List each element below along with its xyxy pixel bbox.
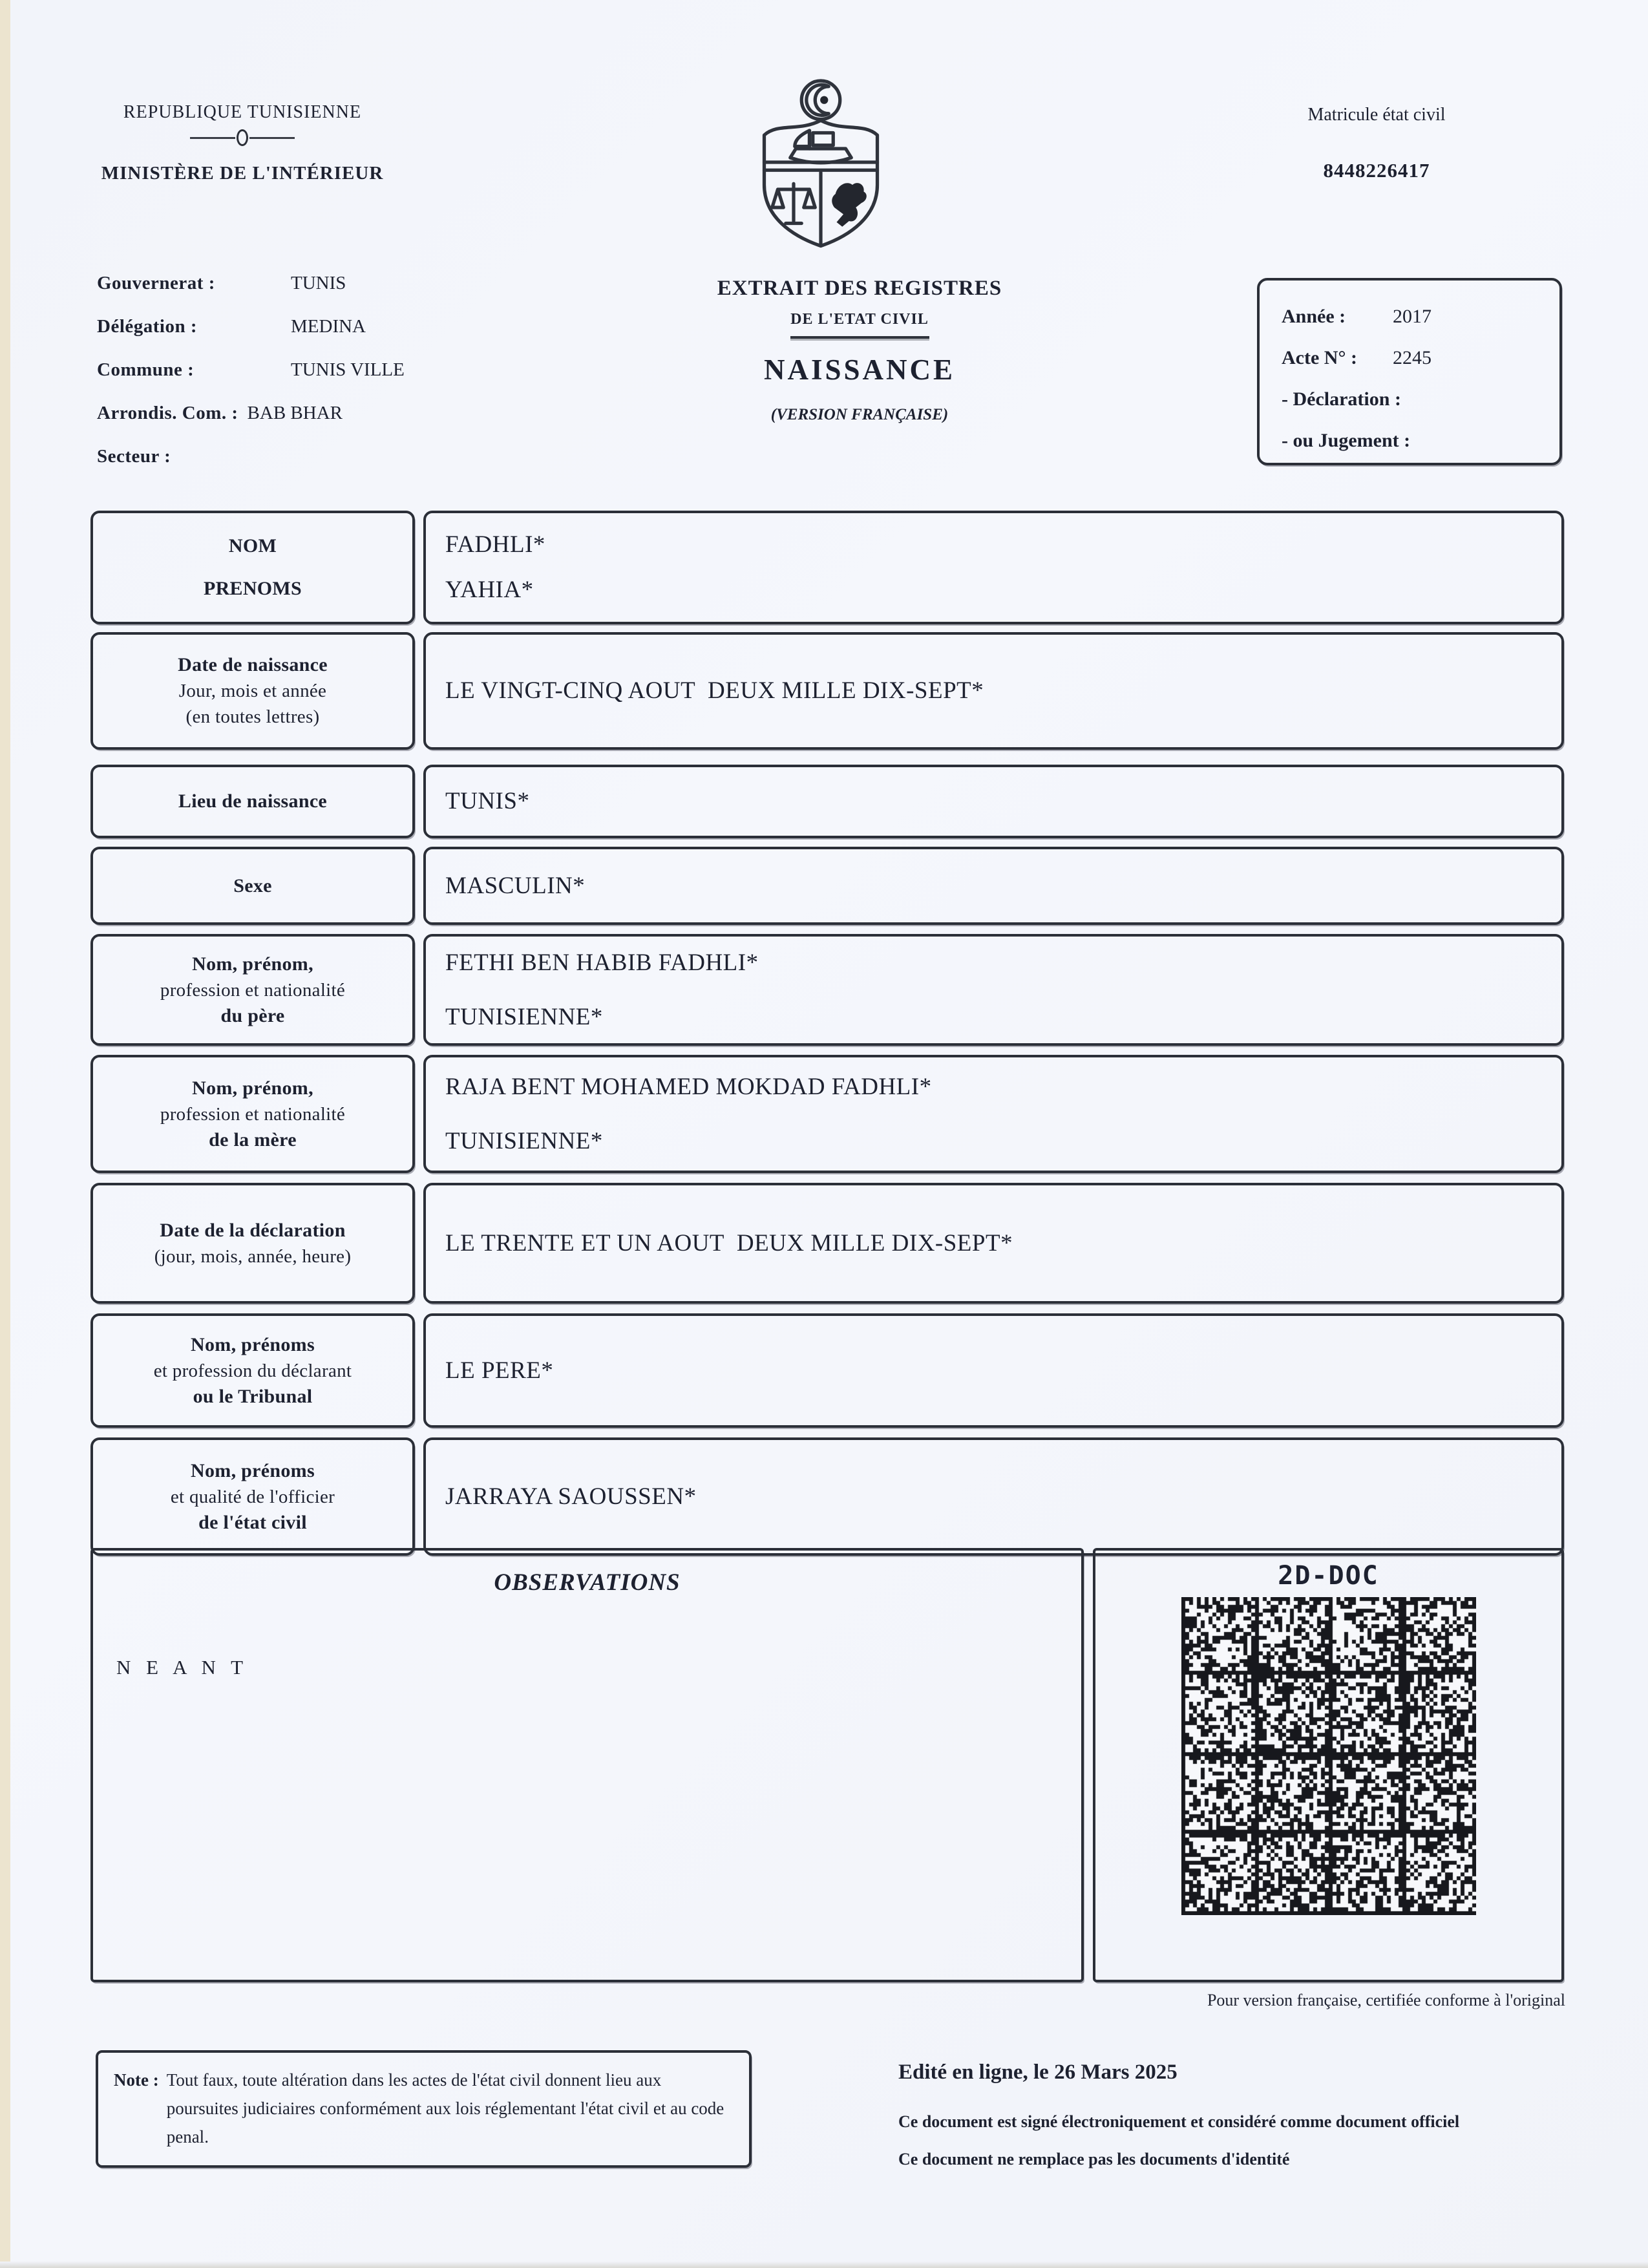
mere-label-cell <box>90 1055 415 1173</box>
divider-ornament-icon <box>97 129 388 146</box>
nom-prenoms-value-cell <box>423 511 1564 624</box>
sexe-value: MASCULIN* <box>445 872 586 899</box>
commune-value: TUNIS VILLE <box>291 359 405 380</box>
commune-label: Commune : <box>97 359 195 380</box>
declarant-label-3: ou le Tribunal <box>193 1385 313 1407</box>
title-extrait: EXTRAIT DES REGISTRES <box>717 277 1002 300</box>
location-row-arrondissement <box>97 392 588 435</box>
officier-label-cell <box>90 1437 415 1556</box>
signed-electronically-line: Ce document est signé électroniquement et considéré comme document officiel <box>898 2112 1460 2131</box>
observations-title: OBSERVATIONS <box>494 1569 681 1596</box>
officier-label-1: Nom, prénoms <box>191 1459 315 1481</box>
matricule-label: Matricule état civil <box>1307 105 1446 125</box>
mere-label-1: Nom, prénom, <box>192 1077 313 1099</box>
date-declaration-label-cell <box>90 1183 415 1304</box>
observations-box <box>90 1548 1084 1982</box>
not-identity-document-line: Ce document ne remplace pas les documents d'identité <box>898 2150 1290 2168</box>
jugement-row <box>1282 420 1559 461</box>
declarant-label-2: et profession du déclarant <box>153 1360 352 1381</box>
acte-box <box>1257 278 1562 465</box>
scanner-edge-strip <box>0 0 10 2268</box>
mere-nationality-value: TUNISIENNE* <box>445 1127 603 1154</box>
officier-label-2: et qualité de l'officier <box>170 1486 335 1507</box>
date-declaration-value-cell <box>423 1183 1564 1304</box>
nom-label: NOM <box>228 535 277 557</box>
pere-label-1: Nom, prénom, <box>192 953 313 975</box>
republic-title: REPUBLIQUE TUNISIENNE <box>123 102 362 122</box>
lieu-naissance-value-cell <box>423 765 1564 838</box>
arrondissement-label: Arrondis. Com. : <box>97 403 238 423</box>
lieu-naissance-label-cell <box>90 765 415 838</box>
title-underline <box>790 336 929 339</box>
annee-row <box>1282 296 1559 337</box>
date-naissance-value: LE VINGT-CINQ AOUT DEUX MILLE DIX-SEPT* <box>445 677 984 704</box>
pere-label-cell <box>90 934 415 1046</box>
gouvernerat-value: TUNIS <box>291 273 346 293</box>
jugement-label: - ou Jugement : <box>1282 430 1411 451</box>
matricule-value: 8448226417 <box>1323 159 1430 182</box>
acte-num-label: Acte N° : <box>1282 347 1357 368</box>
date-declaration-value: LE TRENTE ET UN AOUT DEUX MILLE DIX-SEPT* <box>445 1229 1013 1256</box>
annee-label: Année : <box>1282 306 1346 327</box>
prenoms-value: YAHIA* <box>445 577 534 604</box>
document-title-block <box>614 277 1105 424</box>
officier-label-3: de l'état civil <box>198 1511 307 1533</box>
officier-value-cell <box>423 1437 1564 1556</box>
date-declaration-sublabel: (jour, mois, année, heure) <box>154 1245 352 1267</box>
declarant-label-1: Nom, prénoms <box>191 1333 315 1355</box>
pere-name-value: FETHI BEN HABIB FADHLI* <box>445 949 759 976</box>
declaration-row <box>1282 379 1559 420</box>
barcode-label: 2D-DOC <box>1278 1561 1379 1591</box>
declarant-label-cell <box>90 1313 415 1428</box>
sexe-label: Sexe <box>233 874 272 896</box>
datamatrix-barcode <box>1181 1597 1476 1915</box>
location-row-secteur <box>97 435 588 478</box>
title-version: (VERSION FRANÇAISE) <box>770 406 949 423</box>
header-left <box>97 102 388 184</box>
annee-value: 2017 <box>1393 306 1431 327</box>
date-naissance-label-cell <box>90 632 415 750</box>
declaration-label: - Déclaration : <box>1282 388 1401 410</box>
pere-label-3: du père <box>220 1004 285 1026</box>
delegation-label: Délégation : <box>97 316 197 337</box>
date-naissance-value-cell <box>423 632 1564 750</box>
date-naissance-sublabel-1: Jour, mois et année <box>178 681 327 701</box>
declarant-value: LE PERE* <box>445 1357 554 1384</box>
mere-label-3: de la mère <box>209 1129 297 1150</box>
secteur-label: Secteur : <box>97 446 171 467</box>
observations-content: N E A N T <box>116 1656 249 1679</box>
declarant-value-cell <box>423 1313 1564 1428</box>
location-row-commune <box>97 348 588 392</box>
acte-num-row <box>1282 337 1559 379</box>
delegation-value: MEDINA <box>291 316 366 337</box>
mere-value-cell <box>423 1055 1564 1173</box>
mere-name-value: RAJA BENT MOHAMED MOKDAD FADHLI* <box>445 1073 932 1100</box>
date-declaration-label: Date de la déclaration <box>160 1219 346 1241</box>
location-block <box>97 262 588 478</box>
lieu-naissance-value: TUNIS* <box>445 788 530 814</box>
date-naissance-label: Date de naissance <box>178 654 328 675</box>
certification-line: Pour version française, certifiée conforme à l'original <box>1207 1991 1565 2009</box>
nom-prenoms-label-cell <box>90 511 415 624</box>
pere-value-cell <box>423 934 1564 1046</box>
note-text: Tout faux, toute altération dans les actes de l'état civil donnent lieu aux poursuites judiciaires conformément aux lois réglementant l'état civil et au code penal. <box>166 2070 724 2146</box>
pere-nationality-value: TUNISIENNE* <box>445 1003 603 1030</box>
title-naissance: NAISSANCE <box>763 354 956 386</box>
edited-online-line: Edité en ligne, le 26 Mars 2025 <box>898 2061 1178 2084</box>
prenoms-label: PRENOMS <box>203 577 302 599</box>
header-right <box>1260 105 1493 182</box>
acte-num-value: 2245 <box>1393 347 1431 368</box>
note-label: Note : <box>114 2070 159 2090</box>
scanner-bottom-edge <box>0 2262 1648 2268</box>
officier-value: JARRAYA SAOUSSEN* <box>445 1483 697 1510</box>
sexe-label-cell <box>90 847 415 925</box>
pere-label-2: profession et nationalité <box>160 979 346 1001</box>
date-naissance-sublabel-2: (en toutes lettres) <box>185 706 320 727</box>
gouvernerat-label: Gouvernerat : <box>97 273 215 293</box>
arrondissement-value: BAB BHAR <box>247 403 343 423</box>
mere-label-2: profession et nationalité <box>160 1103 346 1125</box>
location-row-delegation <box>97 305 588 348</box>
note-box <box>96 2050 752 2168</box>
lieu-naissance-label: Lieu de naissance <box>178 790 328 812</box>
barcode-box <box>1093 1548 1564 1982</box>
tunisia-coat-of-arms-icon <box>743 76 898 257</box>
sexe-value-cell <box>423 847 1564 925</box>
location-row-gouvernerat <box>97 262 588 305</box>
ministry-title: MINISTÈRE DE L'INTÉRIEUR <box>101 163 384 184</box>
nom-value: FADHLI* <box>445 531 545 558</box>
title-etat-civil: DE L'ETAT CIVIL <box>790 311 929 328</box>
